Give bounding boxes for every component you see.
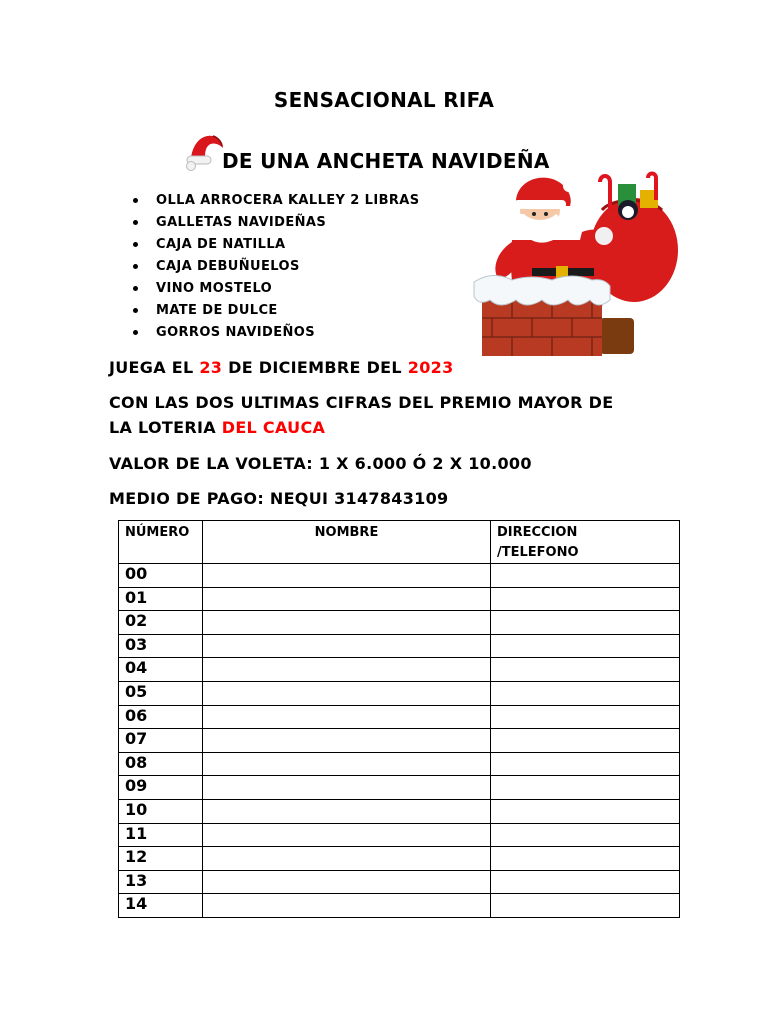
draw-date-middle: DE DICIEMBRE DEL (228, 358, 402, 377)
draw-date-prefix: JUEGA EL (109, 358, 194, 377)
address-phone-cell[interactable] (491, 587, 680, 611)
address-phone-cell[interactable] (491, 729, 680, 753)
ticket-price: VALOR DE LA VOLETA: 1 X 6.000 Ó 2 X 10.000 (109, 454, 532, 473)
table-row (119, 634, 680, 658)
list-item: GORROS NAVIDEÑOS (131, 323, 420, 345)
table-row (119, 611, 680, 635)
header-address: DIRECCION /TELEFONO (491, 521, 680, 564)
list-item: OLLA ARROCERA KALLEY 2 LIBRAS (131, 191, 420, 213)
ticket-number: 11 (119, 823, 203, 847)
lottery-name: DEL CAUCA (221, 418, 326, 437)
list-item: VINO MOSTELO (131, 279, 420, 301)
address-phone-cell[interactable] (491, 752, 680, 776)
name-cell[interactable] (203, 658, 491, 682)
table-row (119, 870, 680, 894)
ticket-number: 14 (119, 894, 203, 918)
name-cell[interactable] (203, 894, 491, 918)
ticket-number: 01 (119, 587, 203, 611)
ticket-number: 13 (119, 870, 203, 894)
name-cell[interactable] (203, 564, 491, 588)
name-cell[interactable] (203, 776, 491, 800)
ticket-number: 08 (119, 752, 203, 776)
draw-date (109, 356, 454, 380)
ticket-number: 03 (119, 634, 203, 658)
address-phone-cell[interactable] (491, 894, 680, 918)
name-cell[interactable] (203, 681, 491, 705)
header-number: NÚMERO (119, 521, 203, 564)
table-row (119, 705, 680, 729)
table-row (119, 729, 680, 753)
lottery-line-1: CON LAS DOS ULTIMAS CIFRAS DEL PREMIO MAYOR DE (109, 393, 614, 412)
address-phone-cell[interactable] (491, 823, 680, 847)
draw-day: 23 (199, 358, 223, 377)
address-phone-cell[interactable] (491, 681, 680, 705)
ticket-number: 09 (119, 776, 203, 800)
name-cell[interactable] (203, 729, 491, 753)
lottery-prefix: LA LOTERIA (109, 418, 216, 437)
page-title: SENSACIONAL RIFA (273, 88, 495, 112)
address-phone-cell[interactable] (491, 776, 680, 800)
ticket-number: 04 (119, 658, 203, 682)
name-cell[interactable] (203, 870, 491, 894)
ticket-number: 00 (119, 564, 203, 588)
table-row (119, 894, 680, 918)
table-row (119, 776, 680, 800)
address-phone-cell[interactable] (491, 870, 680, 894)
page-subtitle: DE UNA ANCHETA NAVIDEÑA (222, 149, 550, 173)
name-cell[interactable] (203, 611, 491, 635)
table-row (119, 823, 680, 847)
raffle-table (118, 520, 680, 918)
table-row (119, 564, 680, 588)
name-cell[interactable] (203, 752, 491, 776)
address-phone-cell[interactable] (491, 847, 680, 871)
name-cell[interactable] (203, 799, 491, 823)
table-header-row (119, 521, 680, 564)
table-row (119, 847, 680, 871)
table-row (119, 658, 680, 682)
prize-list (131, 191, 420, 345)
santa-hat-icon (183, 128, 225, 172)
ticket-number: 10 (119, 799, 203, 823)
table-row (119, 752, 680, 776)
name-cell[interactable] (203, 587, 491, 611)
ticket-number: 05 (119, 681, 203, 705)
address-phone-cell[interactable] (491, 799, 680, 823)
table-row (119, 587, 680, 611)
address-phone-cell[interactable] (491, 564, 680, 588)
name-cell[interactable] (203, 705, 491, 729)
table-row (119, 681, 680, 705)
address-phone-cell[interactable] (491, 705, 680, 729)
name-cell[interactable] (203, 847, 491, 871)
list-item: CAJA DEBUÑUELOS (131, 257, 420, 279)
address-phone-cell[interactable] (491, 634, 680, 658)
payment-method: MEDIO DE PAGO: NEQUI 3147843109 (109, 489, 449, 508)
list-item: MATE DE DULCE (131, 301, 420, 323)
name-cell[interactable] (203, 823, 491, 847)
ticket-number: 12 (119, 847, 203, 871)
table-row (119, 799, 680, 823)
draw-year: 2023 (407, 358, 454, 377)
santa-chimney-illustration (472, 170, 680, 358)
lottery-line-2 (109, 416, 325, 440)
ticket-number: 06 (119, 705, 203, 729)
name-cell[interactable] (203, 634, 491, 658)
ticket-number: 02 (119, 611, 203, 635)
address-phone-cell[interactable] (491, 611, 680, 635)
list-item: GALLETAS NAVIDEÑAS (131, 213, 420, 235)
header-name: NOMBRE (203, 521, 491, 564)
list-item: CAJA DE NATILLA (131, 235, 420, 257)
address-phone-cell[interactable] (491, 658, 680, 682)
ticket-number: 07 (119, 729, 203, 753)
